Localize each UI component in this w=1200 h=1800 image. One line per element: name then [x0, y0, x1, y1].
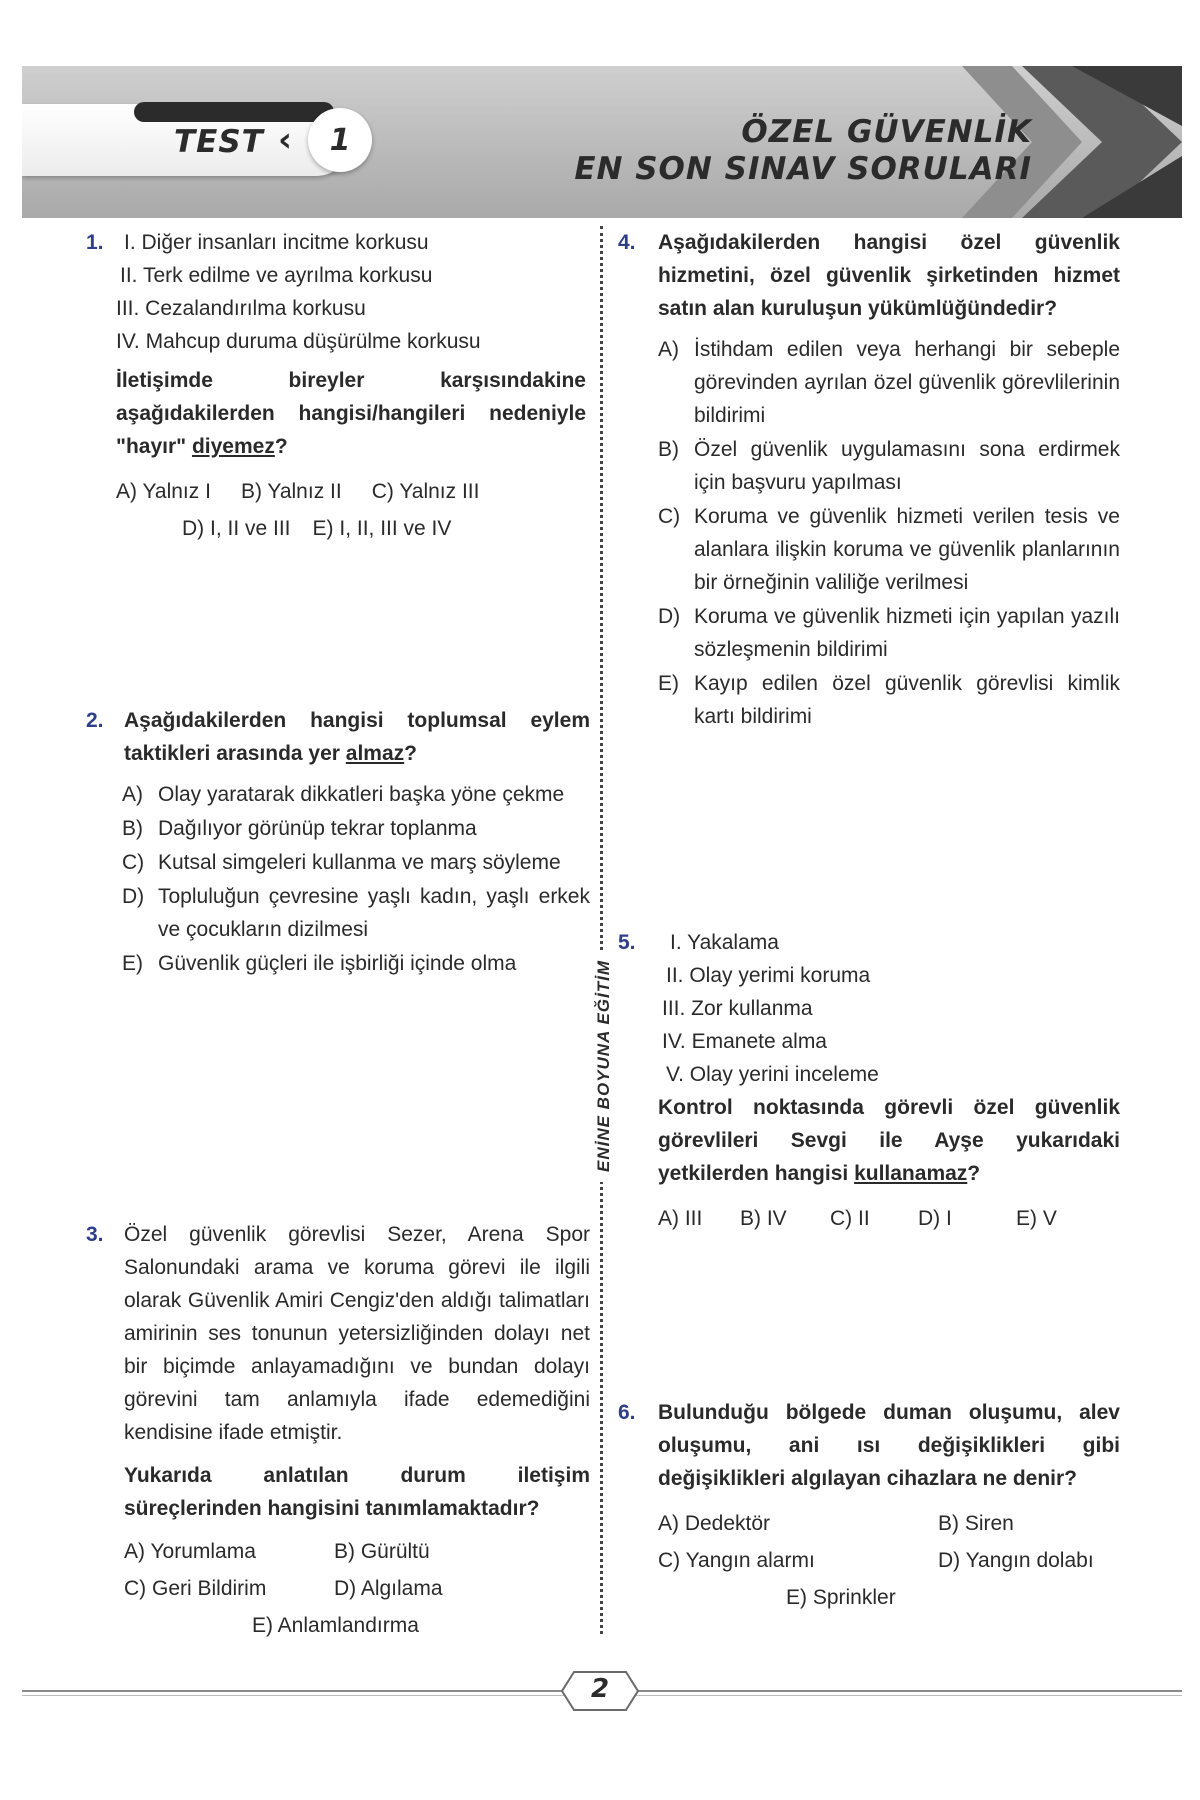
option-text: İstihdam edilen veya herhangi bir sebeple görevinden ayrılan özel güvenlik görevlilerinin bildirimi — [694, 338, 1120, 427]
question-number: 2. — [86, 709, 104, 732]
option-b[interactable]: B) Siren — [938, 1512, 1014, 1535]
stem-text: Aşağıdakilerden hangisi toplumsal eylem taktikleri arasında yer — [124, 709, 590, 765]
option-a[interactable]: A) Yalnız I — [116, 480, 211, 503]
option-a[interactable] — [122, 778, 590, 811]
roman-item: II. Terk edilme ve ayrılma korkusu — [120, 264, 433, 287]
option-letter: C) — [122, 851, 145, 874]
option-text: Özel güvenlik uygulamasını sona erdirmek için başvuru yapılması — [694, 438, 1120, 494]
options-row — [116, 475, 586, 508]
stem-end: ? — [274, 435, 288, 458]
question-1 — [86, 226, 586, 545]
question-number: 6. — [618, 1401, 636, 1424]
option-c[interactable]: C) II — [830, 1207, 870, 1230]
question-stem: Aşağıdakilerden hangisi özel güvenlik hizmetini, özel güvenlik şirketinden hizmet satın alan kuruluşun yükümlüğündedir? — [658, 231, 1120, 320]
option-e[interactable] — [658, 667, 1120, 733]
roman-item: V. Olay yerini inceleme — [666, 1063, 879, 1086]
option-b[interactable] — [122, 812, 590, 845]
option-a[interactable]: A) Dedektör — [658, 1512, 771, 1535]
option-c[interactable]: C) Yalnız III — [371, 480, 480, 503]
option-e[interactable]: E) Sprinkler — [786, 1586, 896, 1609]
question-4 — [618, 226, 1118, 733]
question-number: 4. — [618, 231, 636, 254]
question-3 — [86, 1218, 590, 1642]
question-stem — [116, 364, 586, 463]
option-d[interactable]: D) Algılama — [334, 1577, 443, 1600]
page-number: 2 — [590, 1674, 610, 1704]
option-text: Kutsal simgeleri kullanma ve marş söyleme — [158, 851, 561, 874]
question-2 — [86, 704, 590, 980]
option-text: Topluluğun çevresine yaşlı kadın, yaşlı erkek ve çocukların dizilmesi — [158, 885, 590, 941]
options-grid — [658, 1507, 1120, 1577]
page-title — [574, 114, 1032, 188]
option-d[interactable] — [122, 880, 590, 946]
roman-item: III. Cezalandırılma korkusu — [116, 297, 366, 320]
side-brand-text: ENİNE BOYUNA EĞİTİM — [594, 950, 614, 1182]
question-number: 3. — [86, 1223, 104, 1246]
option-d[interactable]: D) Yangın dolabı — [938, 1549, 1094, 1572]
option-letter: B) — [122, 817, 143, 840]
option-c[interactable] — [658, 500, 1120, 599]
stem-end: ? — [967, 1162, 981, 1185]
options-row — [182, 512, 586, 545]
option-c[interactable]: C) Yangın alarmı — [658, 1549, 815, 1572]
stem-emphasis: almaz — [345, 742, 405, 765]
option-letter: E) — [658, 672, 679, 695]
stem-end: ? — [404, 742, 417, 765]
option-c[interactable] — [122, 846, 590, 879]
option-b[interactable]: B) Gürültü — [334, 1540, 430, 1563]
option-e[interactable]: E) V — [1016, 1207, 1057, 1230]
roman-item: IV. Mahcup duruma düşürülme korkusu — [116, 330, 481, 353]
stem-text: Kontrol noktasında görevli özel güvenlik görevlileri Sevgi ile Ayşe yukarıdaki yetkilerden hangisi — [658, 1096, 1120, 1185]
option-b[interactable]: B) Yalnız II — [240, 480, 342, 503]
option-text: Dağılıyor görünüp tekrar toplanma — [158, 817, 477, 840]
question-stem: Yukarıda anlatılan durum iletişim süreçlerinden hangisini tanımlamaktadır? — [124, 1464, 590, 1520]
option-letter: A) — [658, 338, 679, 361]
chevron-left-icon: ‹ — [278, 120, 293, 160]
options-grid — [124, 1535, 544, 1605]
question-5 — [618, 926, 1118, 1235]
title-line-2: EN SON SINAV SORULARI — [574, 151, 1032, 187]
option-e[interactable]: E) I, II, III ve IV — [312, 517, 452, 540]
option-e[interactable] — [122, 947, 590, 980]
roman-item: I. Yakalama — [670, 931, 779, 954]
option-c[interactable]: C) Geri Bildirim — [124, 1577, 267, 1600]
question-stem — [124, 704, 590, 770]
roman-item: III. Zor kullanma — [662, 997, 813, 1020]
question-number: 1. — [86, 231, 104, 254]
option-d[interactable]: D) I — [918, 1207, 952, 1230]
test-number: 1 — [308, 108, 372, 172]
column-divider — [600, 226, 603, 1634]
option-letter: E) — [122, 952, 143, 975]
option-letter: D) — [122, 885, 145, 908]
option-text: Koruma ve güvenlik hizmeti verilen tesis ve alanlara ilişkin koruma ve güvenlik planlarının bir örneğinin valiliğe verilmesi — [694, 505, 1120, 594]
option-e[interactable]: E) Anlamlandırma — [252, 1614, 419, 1637]
option-text: Güvenlik güçleri ile işbirliği içinde olma — [158, 952, 517, 975]
test-badge-bar — [134, 102, 334, 122]
title-line-1: ÖZEL GÜVENLİK — [741, 114, 1032, 150]
option-a[interactable] — [658, 333, 1120, 432]
question-6 — [618, 1396, 1118, 1614]
stem-text: İletişimde bireyler karşısındakine aşağıdakilerden hangisi/hangileri nedeniyle "hayır" — [116, 369, 586, 458]
roman-item: IV. Emanete alma — [662, 1030, 827, 1053]
option-text: Olay yaratarak dikkatleri başka yöne çekme — [158, 783, 565, 806]
option-text: Kayıp edilen özel güvenlik görevlisi kimlik kartı bildirimi — [694, 672, 1120, 728]
stem-emphasis: kullanamaz — [854, 1162, 968, 1185]
option-d[interactable]: D) I, II ve III — [182, 517, 291, 540]
option-b[interactable]: B) IV — [740, 1207, 787, 1230]
page-header — [22, 66, 1182, 218]
option-d[interactable] — [658, 600, 1120, 666]
options-row — [658, 1202, 1120, 1235]
roman-item: II. Olay yerimi koruma — [666, 964, 871, 987]
stem-emphasis: diyemez — [191, 435, 275, 458]
option-a[interactable]: A) III — [658, 1207, 703, 1230]
option-text: Koruma ve güvenlik hizmeti için yapılan yazılı sözleşmenin bildirimi — [694, 605, 1120, 661]
option-letter: D) — [658, 605, 681, 628]
option-letter: C) — [658, 505, 681, 528]
option-b[interactable] — [658, 433, 1120, 499]
question-passage: Özel güvenlik görevlisi Sezer, Arena Spor Salonundaki arama ve koruma görevi ile ilgili olarak Güvenlik Amiri Cengiz'den aldığı talimatları amirinin ses tonunun yetersizliğinden dolayı net bir biçimde anlayamadığını ve bundan dolayı görevini tam anlamıyla ifade edemediğini kendisine ifade etmiştir. — [124, 1223, 590, 1444]
option-letter: B) — [658, 438, 679, 461]
question-stem: Bulunduğu bölgede duman oluşumu, alev oluşumu, ani ısı değişiklikleri gibi değişiklikleri algılayan cihazlara ne denir? — [658, 1401, 1120, 1490]
question-number: 5. — [618, 931, 636, 954]
test-label: TEST — [174, 124, 264, 160]
question-stem — [658, 1091, 1120, 1190]
option-letter: A) — [122, 783, 143, 806]
roman-item: I. Diğer insanları incitme korkusu — [124, 231, 429, 254]
option-a[interactable]: A) Yorumlama — [124, 1540, 256, 1563]
